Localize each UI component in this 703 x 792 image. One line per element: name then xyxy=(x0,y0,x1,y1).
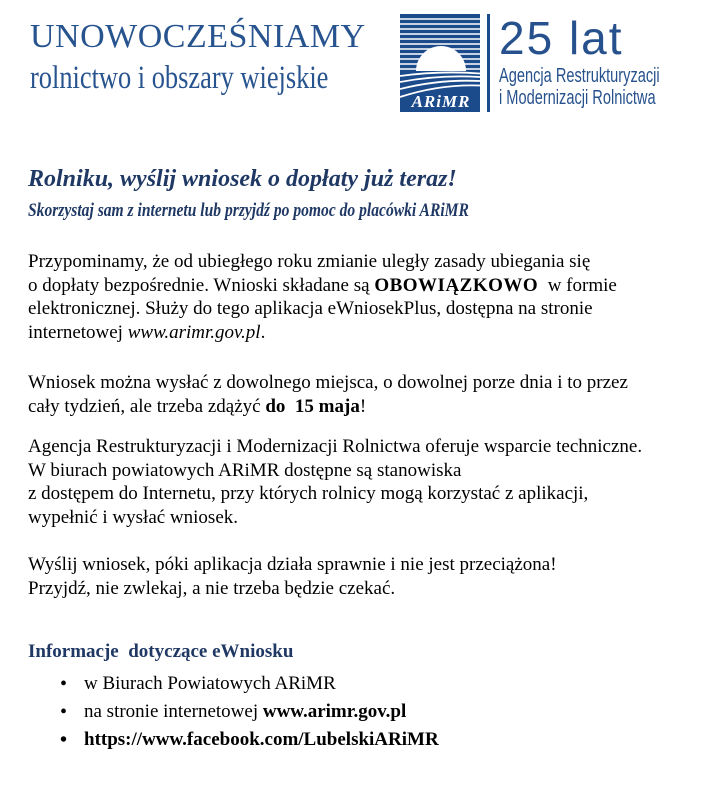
body-line xyxy=(28,274,642,298)
emphasis-obowiazkowo: OBOWIĄZKOWO xyxy=(374,274,539,296)
body-line: wypełnić i wysłać wniosek. xyxy=(28,506,239,528)
info-heading: Informacje dotyczące eWniosku xyxy=(28,641,294,662)
agency-name-line1: Agencja Restrukturyzacji xyxy=(499,65,660,87)
body-text-segment: cały tydzień, ale trzeba zdążyć xyxy=(28,395,266,417)
logo-wordmark: ARiMR xyxy=(411,92,471,111)
body-text-segment: w formie xyxy=(538,274,617,296)
logo-divider xyxy=(487,14,490,112)
emphasis-deadline-date: do 15 maja xyxy=(265,395,360,417)
body-text-segment: ! xyxy=(359,395,367,417)
facebook-url: https://www.facebook.com/LubelskiARiMR xyxy=(84,729,439,750)
bullet-icon: • xyxy=(60,673,68,695)
arimr-logo-icon xyxy=(400,14,480,112)
info-bullet-list xyxy=(28,670,439,754)
tagline-line2: rolnictwo i obszary wiejskie xyxy=(30,60,329,96)
list-item xyxy=(28,698,439,726)
bullet-icon: • xyxy=(60,701,68,723)
body-line: Agencja Restrukturyzacji i Modernizacji Rolnictwa oferuje wsparcie techniczne. xyxy=(28,436,643,457)
body-line xyxy=(28,395,642,419)
arimr-brand-block xyxy=(400,14,703,112)
agency-name xyxy=(499,65,660,109)
body-line: Przyjdź, nie zwlekaj, a nie trzeba będzie czekać. xyxy=(28,577,396,599)
body-text-segment: o dopłaty bezpośrednie. Wnioski składane są xyxy=(28,274,375,296)
arimr-website-url: www.arimr.gov.pl xyxy=(127,321,261,343)
body-line: elektronicznej. Służy do tego aplikacja eWniosekPlus, dostępna na stronie xyxy=(28,298,593,319)
anniversary-label: 25 lat xyxy=(499,12,624,64)
body-line: Wyślij wniosek, póki aplikacja działa sprawnie i nie jest przeciążona! xyxy=(28,554,557,575)
paragraph-deadline xyxy=(28,371,642,418)
headline-section xyxy=(28,164,566,223)
body-line xyxy=(28,321,642,345)
bullet-text-website xyxy=(84,698,406,726)
list-item xyxy=(28,726,439,754)
paragraph-call-to-action xyxy=(28,553,642,600)
body-line: Wniosek można wysłać z dowolnego miejsca, o dowolnej porze dnia i to przez xyxy=(28,372,628,393)
paragraph-reminder xyxy=(28,250,642,344)
body-text-segment: . xyxy=(260,321,266,343)
page-title: Rolniku, wyślij wniosek o dopłaty już teraz! xyxy=(28,166,457,192)
body-line: z dostępem do Internetu, przy których rolnicy mogą korzystać z aplikacji, xyxy=(28,483,589,504)
agency-name-line2: i Modernizacji Rolnictwa xyxy=(499,87,656,109)
body-text-segment: internetowej xyxy=(28,321,128,343)
info-section xyxy=(28,640,439,754)
body-line: Przypominamy, że od ubiegłego roku zmianie uległy zasady ubiegania się xyxy=(28,251,591,272)
bullet-text-offices: w Biurach Powiatowych ARiMR xyxy=(84,673,336,694)
list-item xyxy=(28,670,439,698)
bullet-text-segment: na stronie internetowej xyxy=(84,701,263,722)
arimr-website-url: www.arimr.gov.pl xyxy=(262,701,407,722)
tagline-line1: UNOWOCZEŚNIAMY xyxy=(30,18,366,55)
bullet-icon: • xyxy=(60,729,68,751)
page-subtitle: Skorzystaj sam z internetu lub przyjdź po pomoc do placówki ARiMR xyxy=(28,200,469,221)
campaign-tagline xyxy=(30,16,403,98)
body-line: W biurach powiatowych ARiMR dostępne są stanowiska xyxy=(28,459,462,481)
body-copy xyxy=(28,250,642,600)
paragraph-support xyxy=(28,435,642,529)
brand-text-block xyxy=(499,14,703,112)
